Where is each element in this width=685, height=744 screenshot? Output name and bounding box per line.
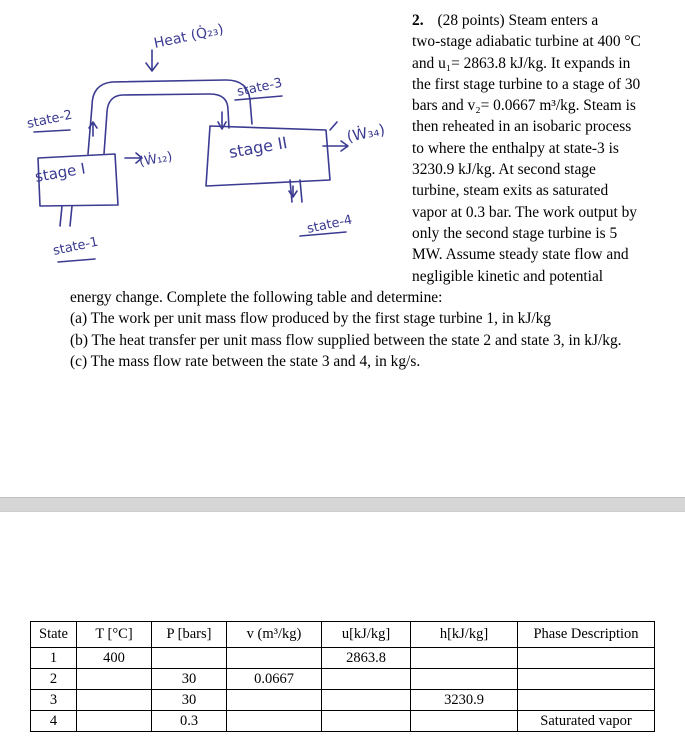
cell-state[interactable]: 2 <box>31 669 77 690</box>
cell-enthalpy[interactable] <box>411 648 518 669</box>
problem-line: then reheated in an isobaric process <box>412 118 632 136</box>
turbine-sketch <box>0 0 410 280</box>
header-enthalpy: h[kJ/kg] <box>411 622 518 648</box>
question-a: (a) The work per unit mass flow produced by the first stage turbine 1, in kJ/kg <box>70 310 551 328</box>
problem-line: only the second stage turbine is 5 <box>412 224 618 242</box>
table-row <box>31 669 655 690</box>
cell-temperature[interactable] <box>77 690 152 711</box>
problem-line: MW. Assume steady state flow and <box>412 246 629 264</box>
problem-line: and u₁= 2863.8 kJ/kg. It expands in <box>412 54 631 72</box>
table-row <box>31 711 655 732</box>
table-row <box>31 648 655 669</box>
cell-phase[interactable]: Saturated vapor <box>518 711 655 732</box>
cell-phase[interactable] <box>518 669 655 690</box>
cell-pressure[interactable]: 30 <box>152 669 227 690</box>
stage-1-label: stage I <box>33 159 87 186</box>
cell-internal-energy[interactable] <box>322 690 411 711</box>
header-temperature: T [°C] <box>77 622 152 648</box>
cell-internal-energy[interactable] <box>322 669 411 690</box>
heat-label: Heat (Q̇₂₃) <box>152 21 226 52</box>
cell-state[interactable]: 1 <box>31 648 77 669</box>
cell-specific-volume[interactable] <box>227 711 322 732</box>
state-1-label: state-1 <box>51 234 100 259</box>
header-phase: Phase Description <box>518 622 655 648</box>
table-row <box>31 690 655 711</box>
problem-line: two-stage adiabatic turbine at 400 °C <box>412 33 641 51</box>
state-properties-table <box>30 621 655 732</box>
table-header-row <box>31 622 655 648</box>
problem-line: vapor at 0.3 bar. The work output by <box>412 203 637 221</box>
cell-specific-volume[interactable]: 0.0667 <box>227 669 322 690</box>
stage-2-label: stage II <box>227 132 289 162</box>
cell-phase[interactable] <box>518 648 655 669</box>
cell-temperature[interactable] <box>77 669 152 690</box>
problem-questions <box>70 287 670 372</box>
state-4-label: state-4 <box>305 212 354 237</box>
header-state: State <box>31 622 77 648</box>
cell-temperature[interactable]: 400 <box>77 648 152 669</box>
cell-phase[interactable] <box>518 690 655 711</box>
problem-statement <box>412 10 648 287</box>
cell-pressure[interactable]: 30 <box>152 690 227 711</box>
cell-internal-energy[interactable]: 2863.8 <box>322 648 411 669</box>
problem-number: 2. <box>412 12 424 29</box>
cell-enthalpy[interactable] <box>411 669 518 690</box>
cell-temperature[interactable] <box>77 711 152 732</box>
problem-line: negligible kinetic and potential <box>412 267 604 285</box>
cell-enthalpy[interactable]: 3230.9 <box>411 690 518 711</box>
w12-label: (Ẇ₁₂) <box>138 149 174 170</box>
problem-line: the first stage turbine to a stage of 30 <box>412 75 641 93</box>
question-b: (b) The heat transfer per unit mass flow supplied between the state 2 and state 3, in kJ/kg. <box>70 331 622 349</box>
problem-line: turbine, steam exits as saturated <box>412 182 609 200</box>
cell-enthalpy[interactable] <box>411 711 518 732</box>
cell-internal-energy[interactable] <box>322 711 411 732</box>
state-3-label: state-3 <box>235 75 284 100</box>
header-internal-energy: u[kJ/kg] <box>322 622 411 648</box>
w34-label: (Ẇ₃₄) <box>345 120 387 146</box>
cell-specific-volume[interactable] <box>227 690 322 711</box>
cell-state[interactable]: 3 <box>31 690 77 711</box>
cell-state[interactable]: 4 <box>31 711 77 732</box>
page-divider <box>0 497 685 512</box>
header-pressure: P [bars] <box>152 622 227 648</box>
cell-pressure[interactable] <box>152 648 227 669</box>
cell-pressure[interactable]: 0.3 <box>152 711 227 732</box>
cell-specific-volume[interactable] <box>227 648 322 669</box>
state-2-label: state-2 <box>25 107 74 132</box>
question-intro: energy change. Complete the following table and determine: <box>70 289 443 306</box>
header-specific-volume: v (m³/kg) <box>227 622 322 648</box>
problem-line: to where the enthalpy at state-3 is <box>412 139 619 157</box>
problem-line: 3230.9 kJ/kg. At second stage <box>412 161 596 179</box>
question-c: (c) The mass flow rate between the state 3 and 4, in kg/s. <box>70 352 421 370</box>
problem-line: (28 points) Steam enters a <box>437 12 599 29</box>
problem-line: bars and v₂= 0.0667 m³/kg. Steam is <box>412 97 636 115</box>
